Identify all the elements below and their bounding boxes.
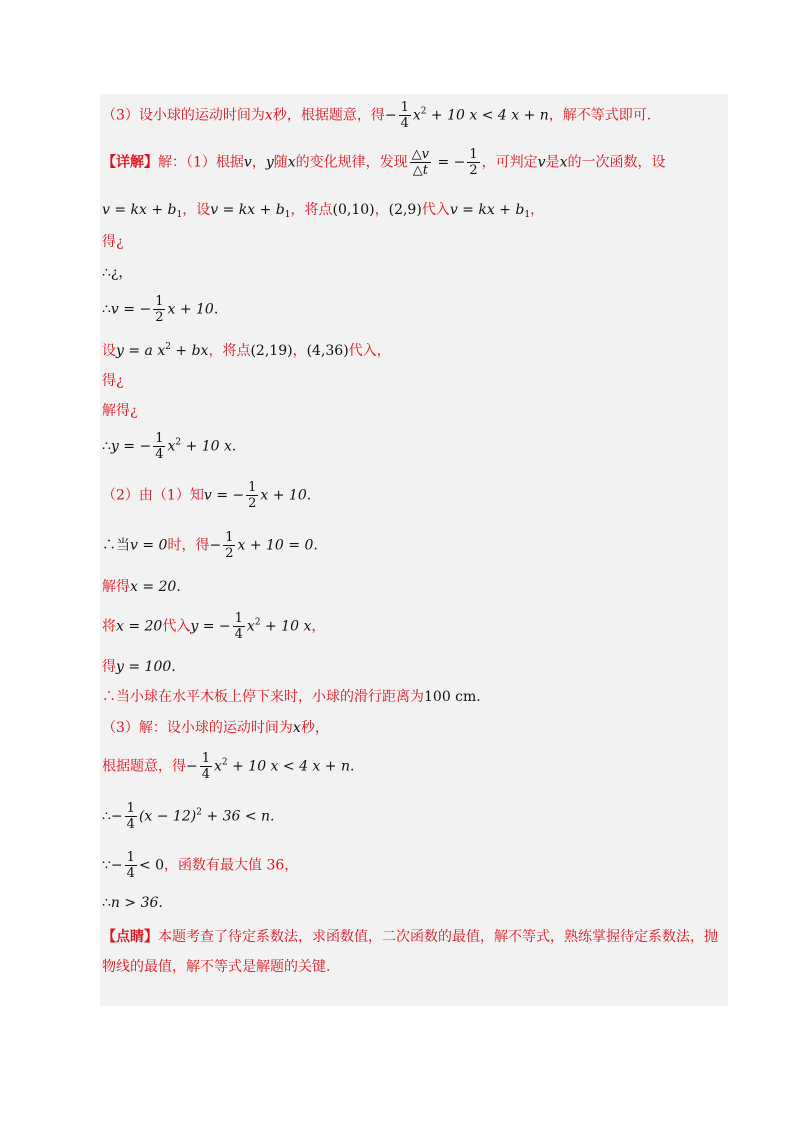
comment-line-1: 【点睛】本题考查了待定系数法，求函数值，二次函数的最值，解不等式，熟练掌握待定系数法，抛: [102, 929, 718, 945]
detail-line-20: ∵− $\frac{1}{4}$ < 0，函数有最大值 36，: [102, 850, 299, 881]
detail-tag: 【详解】: [102, 154, 158, 171]
detail-line-14: 将x = 20代入y = − $\frac{1}{4}$ $x^2 + 10$ x，: [102, 611, 326, 642]
fraction: $\frac{1}{4}$: [126, 850, 135, 881]
fraction: $\frac{\triangle v}{\triangle t}$: [411, 147, 430, 178]
detail-line-7: 设y = a $x^2$ + bx，将点(2,19)，(4,36)代入，: [102, 342, 391, 359]
solution-hint-3: （3）设小球的运动时间为x秒，根据题意，得− $\frac{1}{4}$ $x^2 + 10$ x < 4 x + n，解不等式即可.: [102, 100, 652, 131]
fraction: $\frac{1}{4}$: [234, 611, 243, 642]
detail-line-16: ∴当小球在水平木板上停下来时，小球的滑行距离为100 cm.: [102, 689, 481, 705]
detail-line-13: 解得x = 20.: [102, 579, 181, 595]
detail-line-18: 根据题意，得− $\frac{1}{4}$ $x^2 + 10$ x < 4 x + n.: [102, 751, 355, 782]
fraction: $\frac{1}{2}$: [469, 147, 478, 178]
detail-line-9: 解得¿: [102, 403, 138, 419]
detail-line-3: v = kx + $b_1$，设v = kx + $b_1$，将点(0,10)，(2,9)代入v = kx + $b_1$，: [102, 202, 545, 220]
detail-line-6: ∴v = − $\frac{1}{2}$ x + 10.: [102, 294, 219, 325]
detail-line-19: ∴− $\frac{1}{4}$ $(x - 12)^2 + 36 < n$.: [102, 801, 275, 832]
comment-line-2: 物线的最值，解不等式是解题的关键.: [102, 959, 331, 975]
detail-line-17: （3）解：设小球的运动时间为x秒，: [102, 720, 329, 736]
fraction: $\frac{1}{2}$: [225, 530, 234, 561]
detail-line-4: 得¿: [102, 234, 124, 250]
detail-intro: 【详解】解：（1）根据v，y随x的变化规律，发现 $\frac{\triangle v}{\triangle t}$ = − $\frac{1}{2}$ ，可判定v是x的一次函数，设: [102, 147, 666, 178]
comment-tag: 【点睛】: [102, 929, 158, 945]
fraction: $\frac{1}{4}$: [201, 751, 211, 782]
fraction: $\frac{1}{2}$: [248, 480, 257, 511]
fraction: $\frac{1}{4}$: [400, 100, 409, 131]
detail-line-10: ∴y = − $\frac{1}{4}$ $x^2 + 10$ x.: [102, 431, 237, 462]
fraction: $\frac{1}{4}$: [126, 801, 135, 832]
detail-line-15: 得y = 100.: [102, 659, 176, 675]
detail-line-5: ∴¿，: [102, 265, 133, 281]
detail-line-21: ∴n > 36.: [102, 895, 163, 911]
detail-line-8: 得¿: [102, 373, 124, 389]
fraction: $\frac{1}{4}$: [155, 431, 164, 462]
detail-line-12: ∴当v = 0时，得− $\frac{1}{2}$ x + 10 = 0.: [102, 530, 318, 561]
detail-line-11: （2）由（1）知v = − $\frac{1}{2}$ x + 10.: [102, 480, 312, 511]
fraction: $\frac{1}{2}$: [155, 294, 164, 325]
